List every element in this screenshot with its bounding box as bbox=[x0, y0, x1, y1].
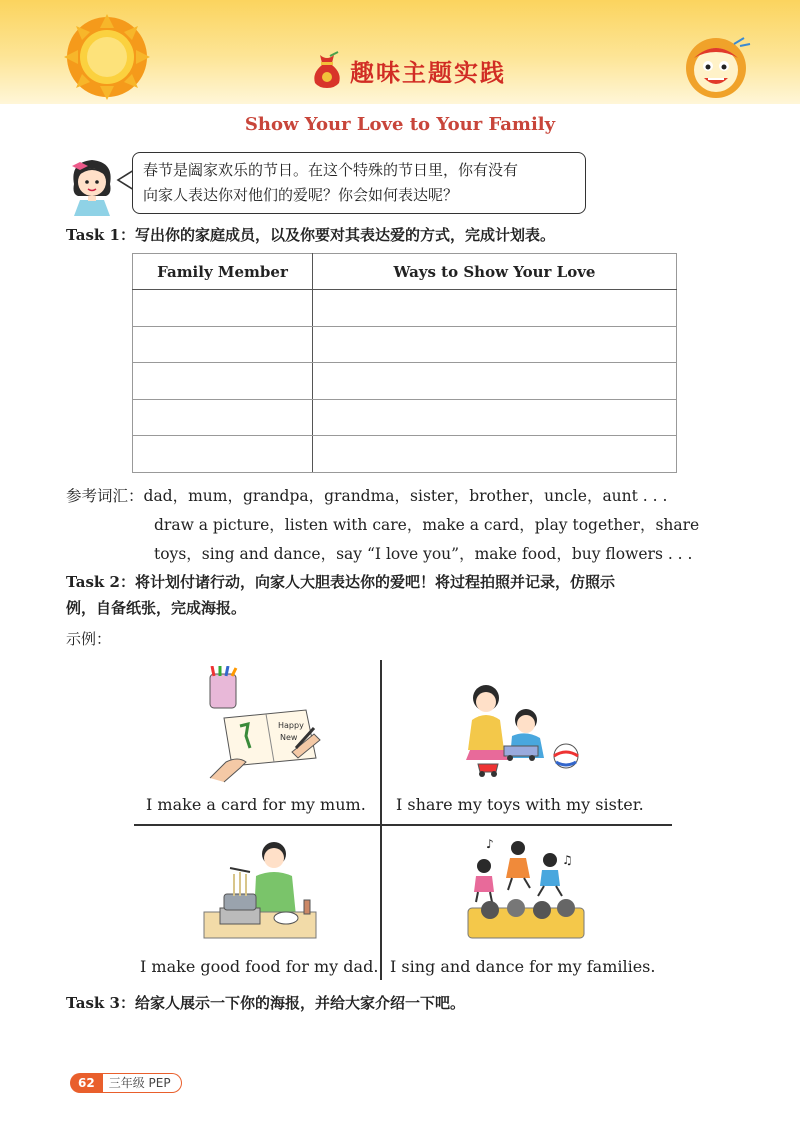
bubble-line-2: 向家人表达你对他们的爱呢？你会如何表达呢？ bbox=[143, 186, 459, 204]
grid-divider-vertical bbox=[380, 660, 382, 980]
task-2-label: Task 2 bbox=[66, 573, 120, 591]
header-family-member: Family Member bbox=[133, 254, 313, 290]
table-cell[interactable] bbox=[133, 363, 313, 400]
task-1-text: ：写出你的家庭成员，以及你要对其表达爱的方式，完成计划表。 bbox=[119, 226, 555, 244]
table-cell[interactable] bbox=[313, 363, 677, 400]
bubble-line-1: 春节是阖家欢乐的节日。在这个特殊的节日里，你有没有 bbox=[143, 161, 519, 179]
making-card-illustration bbox=[196, 666, 326, 786]
vocab-line-2: draw a picture，listen with care，make a card，play together，share bbox=[154, 516, 700, 534]
table-cell[interactable] bbox=[313, 399, 677, 436]
table-cell[interactable] bbox=[133, 326, 313, 363]
table-cell[interactable] bbox=[313, 326, 677, 363]
sun-icon bbox=[62, 12, 152, 102]
vocab-line-3: toys，sing and dance，say “I love you”，make food，buy flowers . . . bbox=[154, 545, 693, 563]
table-cell[interactable] bbox=[313, 436, 677, 473]
reference-vocabulary bbox=[66, 482, 756, 569]
task-3-text: ：给家人展示一下你的海报，并给大家介绍一下吧。 bbox=[119, 994, 465, 1012]
grade-label: 三年级 PEP bbox=[103, 1073, 182, 1093]
example-label: 示例： bbox=[66, 630, 112, 648]
header-ways-to-show-love: Ways to Show Your Love bbox=[313, 254, 677, 290]
music-note-icon: ♫ bbox=[562, 853, 573, 867]
table-header-row bbox=[133, 254, 677, 290]
example-caption-4: I sing and dance for my families. bbox=[390, 957, 656, 976]
example-caption-1: I make a card for my mum. bbox=[146, 795, 366, 814]
table-cell[interactable] bbox=[133, 436, 313, 473]
page-title: Show Your Love to Your Family bbox=[244, 114, 556, 135]
table-row bbox=[133, 399, 677, 436]
lion-mascot-icon bbox=[678, 34, 754, 100]
page-footer bbox=[70, 1072, 182, 1094]
singing-dancing-illustration bbox=[464, 834, 588, 942]
table-row bbox=[133, 363, 677, 400]
task-2-line-2: 例，自备纸张，完成海报。 bbox=[66, 599, 247, 617]
table-cell[interactable] bbox=[133, 399, 313, 436]
page-header bbox=[0, 0, 800, 104]
example-caption-2: I share my toys with my sister. bbox=[396, 795, 644, 814]
table-cell[interactable] bbox=[133, 290, 313, 327]
table-cell[interactable] bbox=[313, 290, 677, 327]
task-1-instruction bbox=[66, 222, 555, 248]
card-text-happy: Happy bbox=[278, 721, 304, 730]
task-3-instruction bbox=[66, 990, 465, 1016]
vocab-line-1: dad，mum，grandpa，grandma，sister，brother，uncle，aunt . . . bbox=[143, 487, 668, 505]
page-number: 62 bbox=[70, 1073, 103, 1093]
making-food-illustration bbox=[200, 838, 320, 942]
grid-divider-horizontal bbox=[134, 824, 672, 826]
music-note-icon: ♪ bbox=[486, 837, 494, 851]
card-text-new: New bbox=[280, 733, 298, 742]
task-1-label: Task 1 bbox=[66, 226, 120, 244]
banner-title: 趣味主题实践 bbox=[350, 58, 506, 87]
task-2-line-1: ：将计划付诸行动，向家人大胆表达你的爱吧！将过程拍照并记录，仿照示 bbox=[119, 573, 615, 591]
plan-table bbox=[132, 253, 677, 473]
banner bbox=[310, 48, 506, 92]
task-2-instruction bbox=[66, 569, 615, 621]
vocab-label: 参考词汇： bbox=[66, 487, 144, 505]
task-3-label: Task 3 bbox=[66, 994, 120, 1012]
girl-avatar-icon bbox=[66, 154, 118, 216]
table-row bbox=[133, 290, 677, 327]
table-row bbox=[133, 326, 677, 363]
table-row bbox=[133, 436, 677, 473]
sharing-toys-illustration bbox=[464, 680, 584, 780]
example-caption-3: I make good food for my dad. bbox=[140, 957, 379, 976]
speech-bubble bbox=[132, 152, 586, 214]
lucky-bag-icon bbox=[310, 51, 344, 89]
